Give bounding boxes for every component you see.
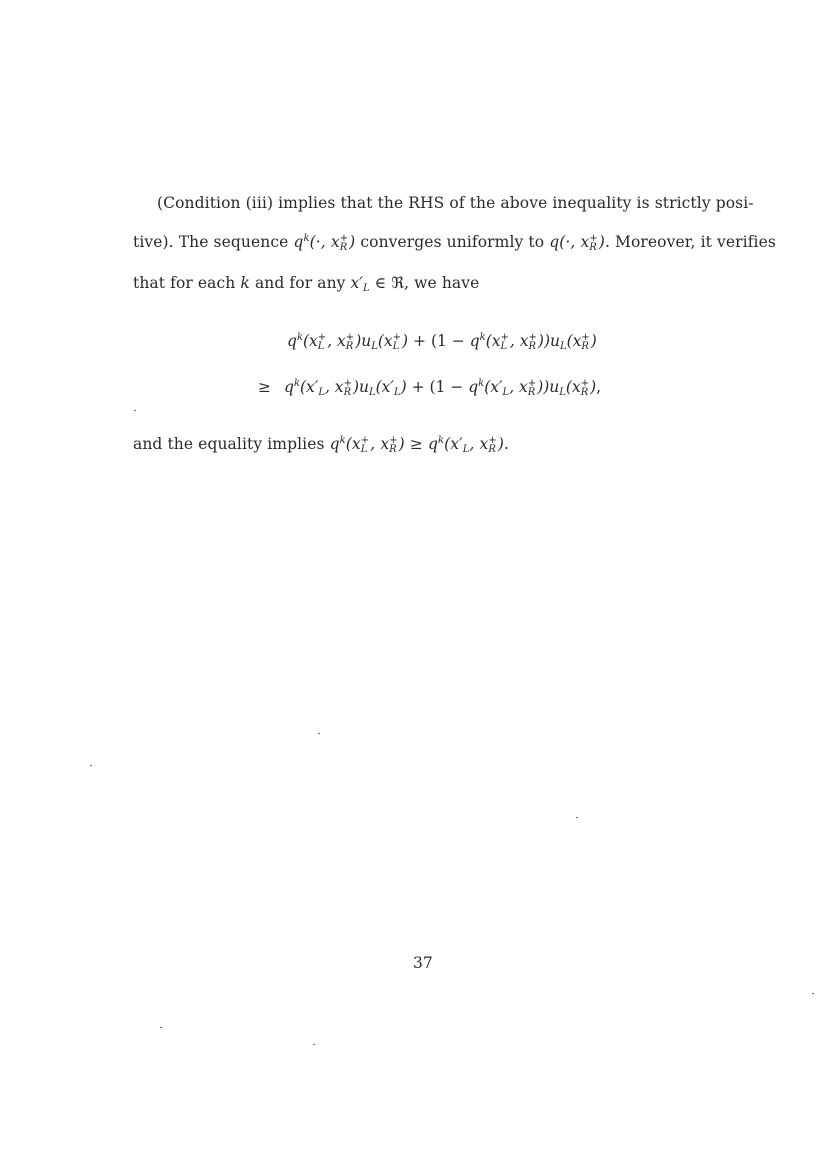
paragraph-line-2 [133,233,776,252]
scan-speck [318,733,320,734]
paragraph-line-3 [133,274,479,294]
scan-speck [90,765,92,766]
page-number: 37 [413,954,433,972]
equation-row-1: $q^k(x$ + L , x + R )$u_L(x$ + L ) + ($1 - q^k(x$ + L , x + R ))$u_L(x$ + R ) [287,332,597,352]
text-segment: and for any [249,274,351,292]
math-limit-q: q(·, x + R ) [549,233,605,253]
scan-speck [313,1044,315,1045]
scan-speck [160,1027,162,1028]
math-sequence-qk: $q^k(\cdot$, x + R ) [293,233,356,253]
text-segment: tive). The sequence [133,233,294,251]
math-variable-k: k [240,274,250,292]
text-segment: that for each [133,274,241,292]
scan-speck [812,993,814,994]
text-segment: . Moreover, it verifies [604,233,776,251]
scan-speck [576,817,578,818]
equation-row-2: ≥ $q^k(x'_L$, x + R )$u_L(x'_L) + (1 - q^k(x'_L$, x + R ))$u_L(x$ + R ), [258,378,602,398]
paragraph-line-4 [133,435,509,455]
paragraph-line-1: (Condition (iii) implies that the RHS of the above inequality is strictly posi- [157,194,754,212]
scan-speck [134,410,136,411]
geq-symbol: ≥ [258,378,271,396]
text-segment: . [504,435,510,453]
text-segment: converges uniformly to [355,233,550,251]
text-segment: and the equality implies [133,435,330,453]
math-inequality: $q^k(x$ + L , x + R ) ≥ $q^k(x'_L$, x + R ) [329,435,505,455]
text-segment: ∈ ℜ, we have [369,274,480,292]
math-variable-xl-prime: $x'_L$ [350,274,370,294]
